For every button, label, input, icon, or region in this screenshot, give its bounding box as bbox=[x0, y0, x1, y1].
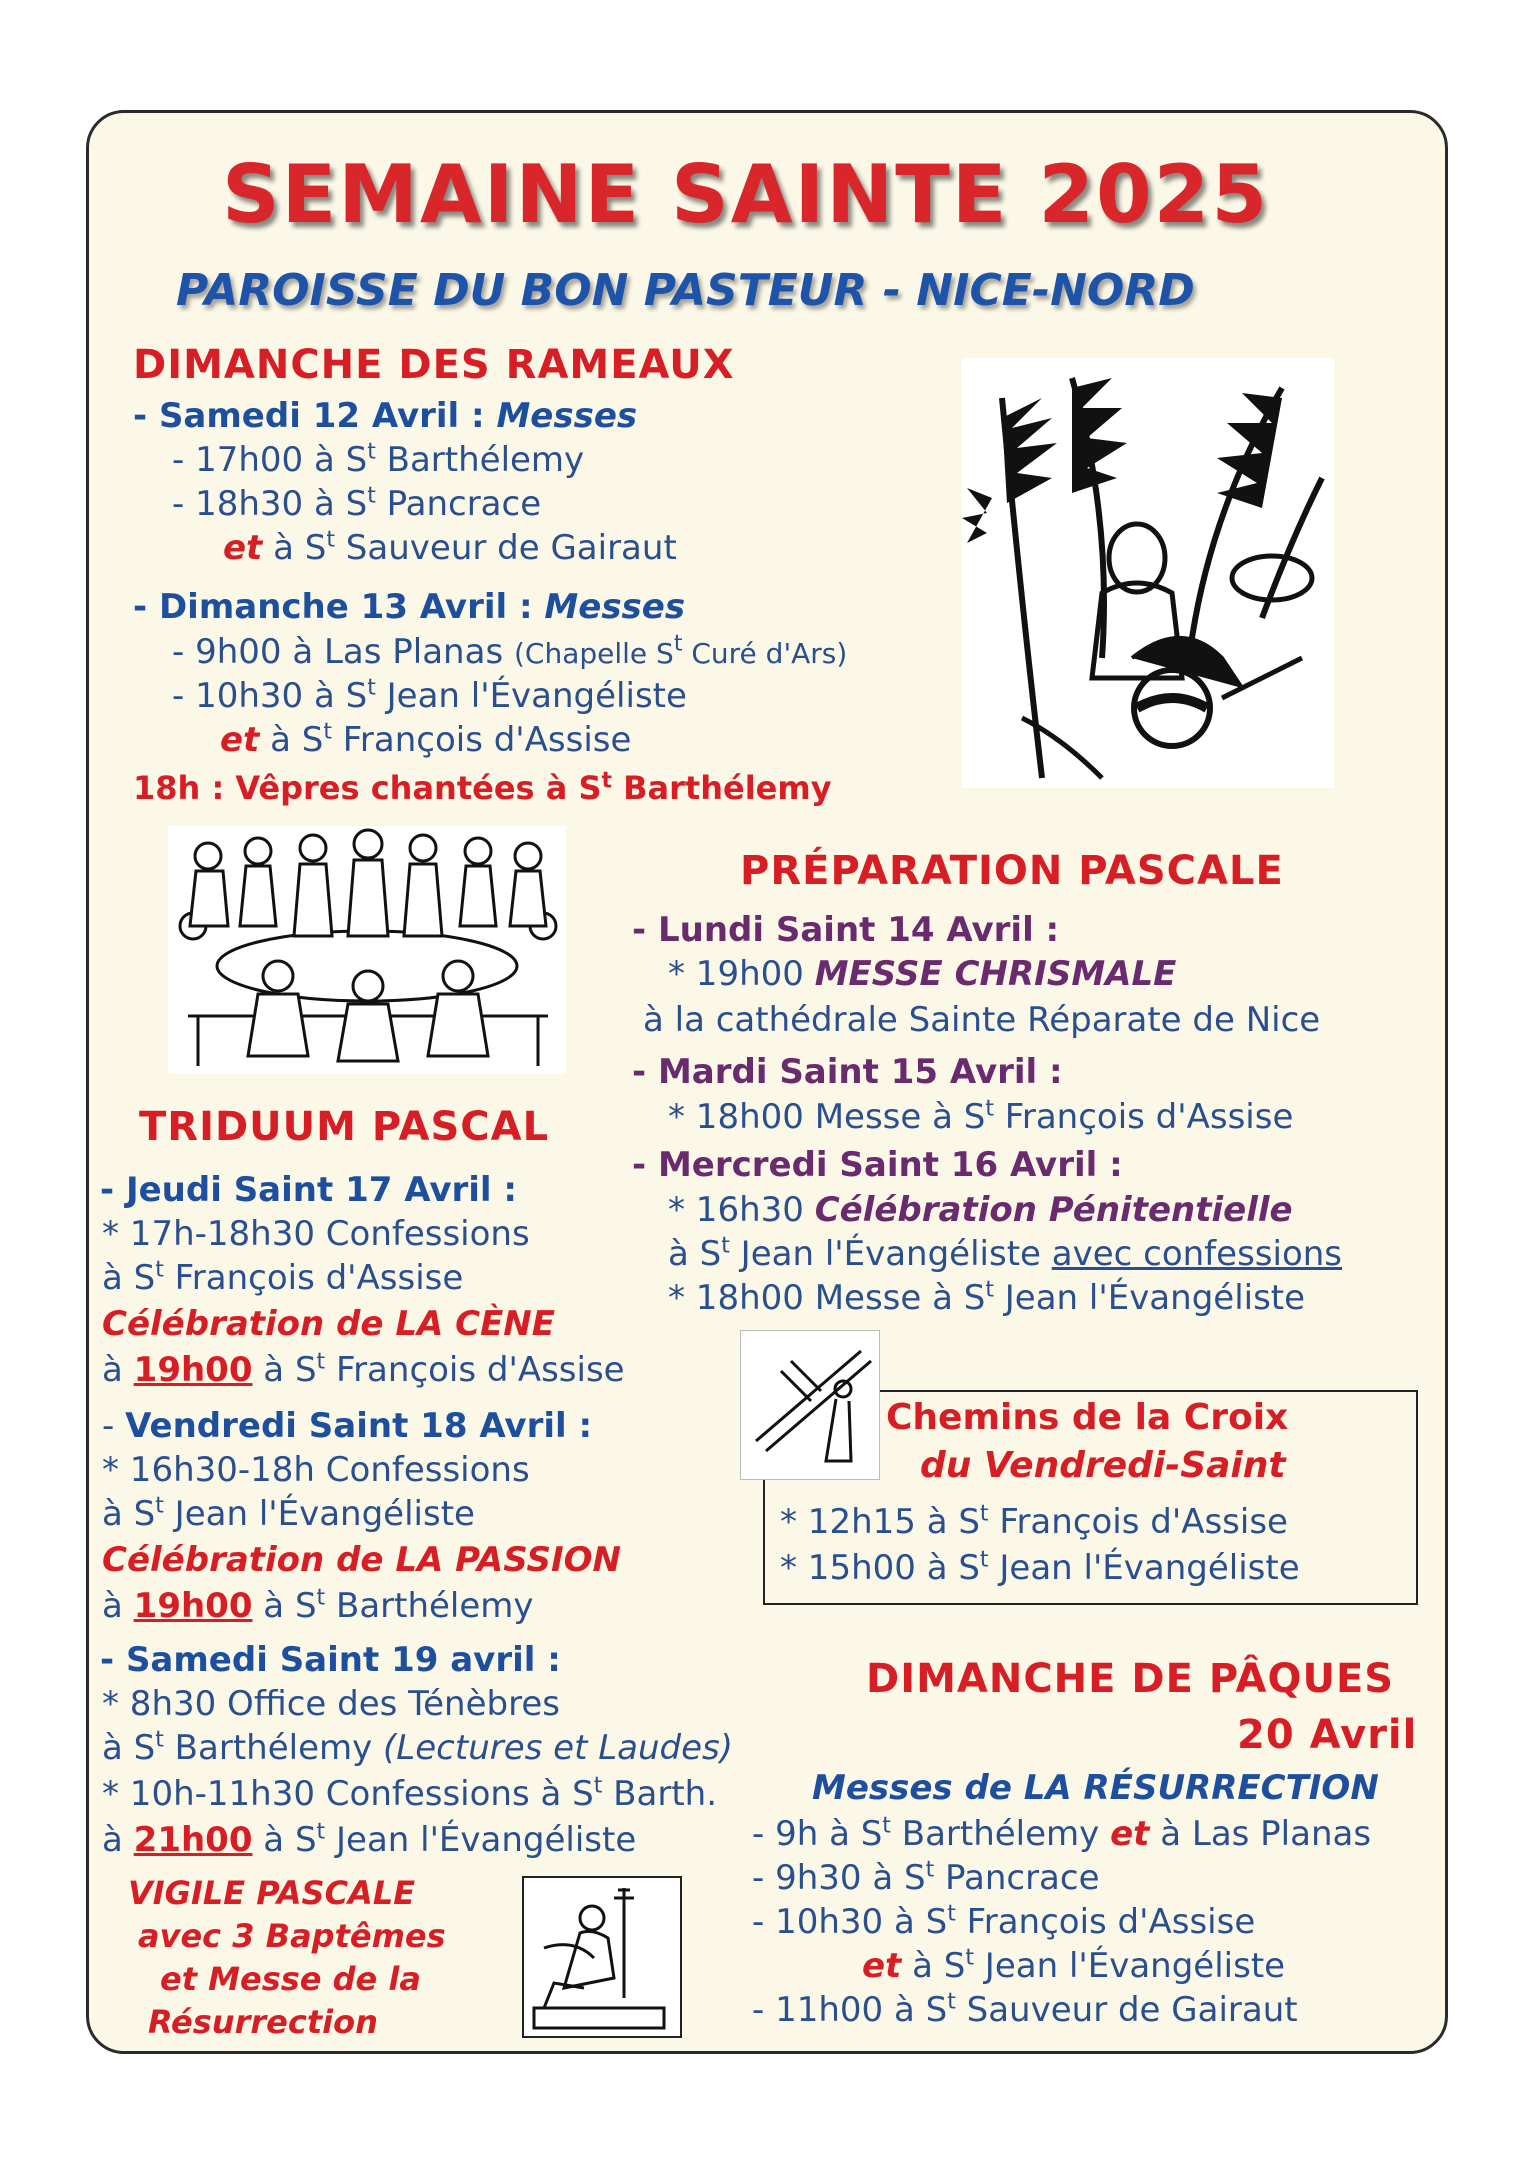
samedi-item1: * 8h30 Office des Ténèbres bbox=[102, 1684, 560, 1724]
rameaux-s2: - 18h30 à $S^t$ Pancrace bbox=[172, 483, 542, 524]
jeudi-item2: à $S^t$ François d'Assise bbox=[102, 1257, 464, 1298]
mardi-saint: - Mardi Saint 15 Avril : bbox=[632, 1052, 1063, 1092]
lundi-item: * 19h00 MESSE CHRISMALE bbox=[668, 954, 1177, 994]
paques-item5: - 11h00 à $S^t$ Sauveur de Gairaut bbox=[752, 1989, 1298, 2030]
page-subtitle: PAROISSE DU BON PASTEUR - NICE-NORD bbox=[176, 265, 1195, 316]
palm-sunday-illustration bbox=[962, 358, 1334, 788]
jeudi-time: à 19h00 à $S^t$ François d'Assise bbox=[102, 1349, 625, 1390]
last-supper-illustration bbox=[168, 826, 566, 1074]
page-title: SEMAINE SAINTE 2025 bbox=[222, 148, 1269, 241]
rameaux-heading: DIMANCHE DES RAMEAUX bbox=[133, 342, 735, 388]
vigile-line2: avec 3 Baptêmes bbox=[138, 1917, 446, 1955]
paques-item3: - 10h30 à $S^t$ François d'Assise bbox=[752, 1901, 1256, 1942]
rameaux-d3: et à $S^t$ François d'Assise bbox=[220, 719, 632, 760]
paques-item1: - 9h à $S^t$ Barthélemy et à Las Planas bbox=[752, 1813, 1372, 1854]
vendredi-item1: * 16h30-18h Confessions bbox=[102, 1450, 530, 1490]
mercredi-item1: * 16h30 Célébration Pénitentielle bbox=[668, 1190, 1293, 1230]
paques-heading: DIMANCHE DE PÂQUES bbox=[866, 1656, 1395, 1702]
jeudi-saint: - Jeudi Saint 17 Avril : bbox=[100, 1170, 517, 1210]
lundi-saint: - Lundi Saint 14 Avril : bbox=[632, 910, 1060, 950]
paques-date: 20 Avril bbox=[1237, 1712, 1418, 1758]
mercredi-item2: * 18h00 Messe à $S^t$ Jean l'Évangéliste bbox=[668, 1277, 1306, 1318]
rameaux-s3: et à $S^t$ Sauveur de Gairaut bbox=[223, 527, 677, 568]
triduum-heading: TRIDUUM PASCAL bbox=[139, 1104, 550, 1150]
samedi-time: à 21h00 à $S^t$ Jean l'Évangéliste bbox=[102, 1819, 637, 1860]
resurrection-illustration bbox=[522, 1876, 682, 2038]
preparation-heading: PRÉPARATION PASCALE bbox=[740, 848, 1284, 894]
rameaux-d1: - 9h00 à Las Planas (Chapelle $S^t$ Curé d'Ars) bbox=[172, 631, 848, 672]
vendredi-saint: - Vendredi Saint 18 Avril : bbox=[102, 1406, 593, 1446]
rameaux-vepres: 18h : Vêpres chantées à $S^t$ Barthélemy bbox=[133, 768, 832, 807]
paques-item4: et à $S^t$ Jean l'Évangéliste bbox=[862, 1945, 1286, 1986]
samedi-item3: * 10h-11h30 Confessions à $S^t$ Barth. bbox=[102, 1773, 718, 1814]
vendredi-item2: à $S^t$ Jean l'Évangéliste bbox=[102, 1493, 475, 1534]
vigile-line3: et Messe de la bbox=[160, 1960, 421, 1998]
vigile-line1: VIGILE PASCALE bbox=[128, 1874, 416, 1912]
vendredi-time: à 19h00 à $S^t$ Barthélemy bbox=[102, 1585, 534, 1626]
rameaux-d2: - 10h30 à $S^t$ Jean l'Évangéliste bbox=[172, 675, 687, 716]
croix-title2: du Vendredi-Saint bbox=[920, 1445, 1286, 1486]
croix-title1: Chemins de la Croix bbox=[886, 1397, 1289, 1438]
jeudi-item1: * 17h-18h30 Confessions bbox=[102, 1214, 530, 1254]
croix-item2: * 15h00 à $S^t$ Jean l'Évangéliste bbox=[780, 1547, 1300, 1588]
paques-item2: - 9h30 à $S^t$ Pancrace bbox=[752, 1857, 1100, 1898]
vendredi-celebration: Célébration de LA PASSION bbox=[102, 1540, 622, 1580]
rameaux-samedi: - Samedi 12 Avril : Messes bbox=[133, 396, 638, 436]
croix-item1: * 12h15 à $S^t$ François d'Assise bbox=[780, 1501, 1288, 1542]
mardi-item: * 18h00 Messe à $S^t$ François d'Assise bbox=[668, 1096, 1294, 1137]
cross-carrying-illustration bbox=[740, 1330, 880, 1480]
rameaux-dimanche: - Dimanche 13 Avril : Messes bbox=[133, 587, 686, 627]
vigile-line4: Résurrection bbox=[148, 2003, 378, 2041]
mercredi-saint: - Mercredi Saint 16 Avril : bbox=[632, 1145, 1123, 1185]
rameaux-s1: - 17h00 à $S^t$ Barthélemy bbox=[172, 439, 585, 480]
samedi-item2: à $S^t$ Barthélemy (Lectures et Laudes) bbox=[102, 1727, 734, 1768]
lundi-place: à la cathédrale Sainte Réparate de Nice bbox=[643, 1000, 1321, 1040]
paques-messes: Messes de LA RÉSURRECTION bbox=[812, 1768, 1379, 1808]
mercredi-place: à $S^t$ Jean l'Évangéliste avec confessions bbox=[668, 1233, 1343, 1274]
jeudi-celebration: Célébration de LA CÈNE bbox=[102, 1304, 555, 1344]
samedi-saint: - Samedi Saint 19 avril : bbox=[100, 1640, 561, 1680]
